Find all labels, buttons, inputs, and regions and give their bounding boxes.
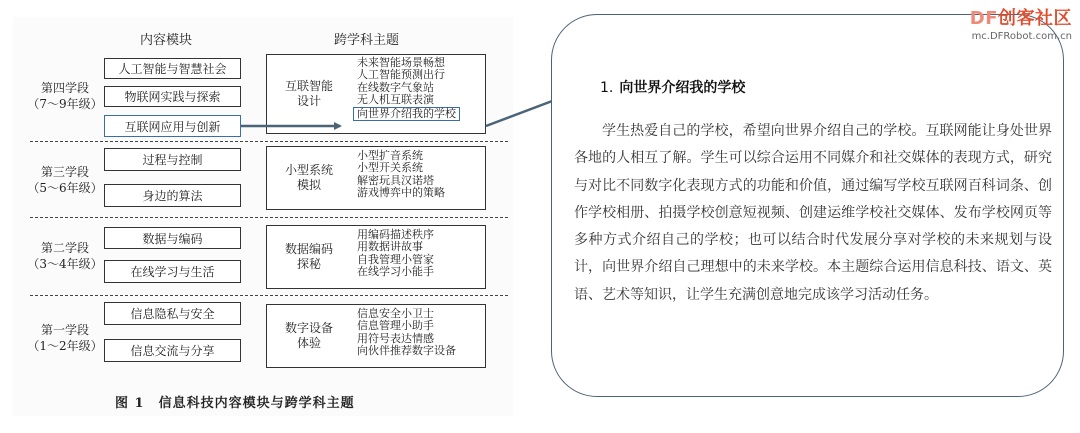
theme-topic: 用符号表达情感 — [357, 331, 434, 345]
stage-name: 第一学段 — [40, 323, 89, 337]
theme-title-line: 设计 — [296, 94, 321, 108]
module-box: 人工智能与智慧社会 — [104, 58, 241, 79]
module-box: 信息隐私与安全 — [104, 302, 241, 325]
brand-logo — [970, 4, 1072, 30]
brand-site: mc.DFRobot.com.cn — [971, 31, 1072, 42]
module-box: 过程与控制 — [104, 148, 241, 171]
theme-title-line: 小型系统 — [284, 163, 333, 177]
module-box: 身边的算法 — [104, 184, 241, 207]
figure-caption: 图 1 信息科技内容模块与跨学科主题 — [115, 396, 355, 411]
module-box: 在线学习与生活 — [104, 260, 241, 283]
theme-topic: 用数据讲故事 — [357, 240, 423, 254]
theme-title-line: 模拟 — [296, 178, 321, 192]
theme-topic: 无人机互联表演 — [357, 93, 434, 107]
stage-grades: （3～4年级） — [27, 257, 103, 271]
theme-title-line: 体验 — [296, 336, 321, 350]
stage-name: 第四学段 — [40, 81, 89, 95]
theme-topic: 在线数字气象站 — [357, 80, 434, 94]
theme-topic: 向伙伴推荐数字设备 — [357, 344, 456, 358]
theme-topic: 小型扩音系统 — [357, 149, 423, 162]
theme-topic-highlighted: 向世界介绍我的学校 — [353, 107, 460, 121]
header-content-modules: 内容模块 — [140, 33, 193, 48]
theme-topic: 信息管理小助手 — [357, 319, 434, 333]
theme-topic: 游戏博弈中的策略 — [357, 186, 445, 200]
theme-title-line: 互联智能 — [284, 79, 333, 93]
theme-title-line: 数字设备 — [284, 321, 333, 335]
dfrobot-watermark — [970, 4, 1072, 42]
theme-detail-callout — [551, 14, 1064, 397]
theme-topic: 在线学习小能手 — [357, 265, 434, 279]
theme-topic: 信息安全小卫士 — [357, 307, 434, 320]
callout-body: 学生热爱自己的学校，希望向世界介绍自己的学校。互联网能让身处世界各地的人相互了解。学生可以综合运用不同媒介和社交媒体的表现方式，研究与对比不同数字化表现方式的功能和价值，通过编写学校互联网百科词条、创作学校相册、拍摄学校创意短视频、创建运维学校社交媒体、发布学校网页等多种方式介绍自己的学校；也可以结合时代发展分享对学校的未来规划与设计，向世界介绍自己理想中的未来学校。本主题综合运用信息科技、语文、英语、艺术等知识，让学生充满创意地完成该学习活动任务。 — [574, 123, 1052, 303]
theme-topic: 用编码描述秩序 — [357, 228, 434, 241]
theme-topic: 小型开关系统 — [357, 161, 423, 175]
callout-title — [600, 77, 745, 97]
module-box: 信息交流与分享 — [104, 339, 241, 362]
callout-number: 1. — [600, 80, 614, 96]
theme-topic: 解密玩具汉诺塔 — [357, 173, 434, 187]
theme-title-line: 探秘 — [296, 257, 321, 271]
header-cross-subject-themes: 跨学科主题 — [334, 33, 400, 48]
theme-title-line: 数据编码 — [284, 242, 333, 256]
module-box: 物联网实践与探索 — [104, 86, 241, 107]
theme-topic: 未来智能场景畅想 — [357, 56, 445, 69]
theme-topic: 自我管理小管家 — [357, 252, 434, 266]
stage-grades: （7～9年级） — [27, 97, 103, 111]
stage-name: 第三学段 — [40, 165, 89, 179]
brand-prefix: DF — [969, 8, 998, 29]
brand-name: 创客社区 — [998, 8, 1072, 29]
theme-topic: 人工智能预测出行 — [357, 68, 445, 82]
callout-title-text: 向世界介绍我的学校 — [619, 80, 746, 96]
module-box: 数据与编码 — [104, 227, 241, 249]
stage-name: 第二学段 — [40, 241, 89, 255]
stage-grades: （5～6年级） — [27, 181, 103, 195]
module-box-highlighted: 互联网应用与创新 — [104, 115, 241, 137]
stage-grades: （1～2年级） — [27, 339, 103, 353]
